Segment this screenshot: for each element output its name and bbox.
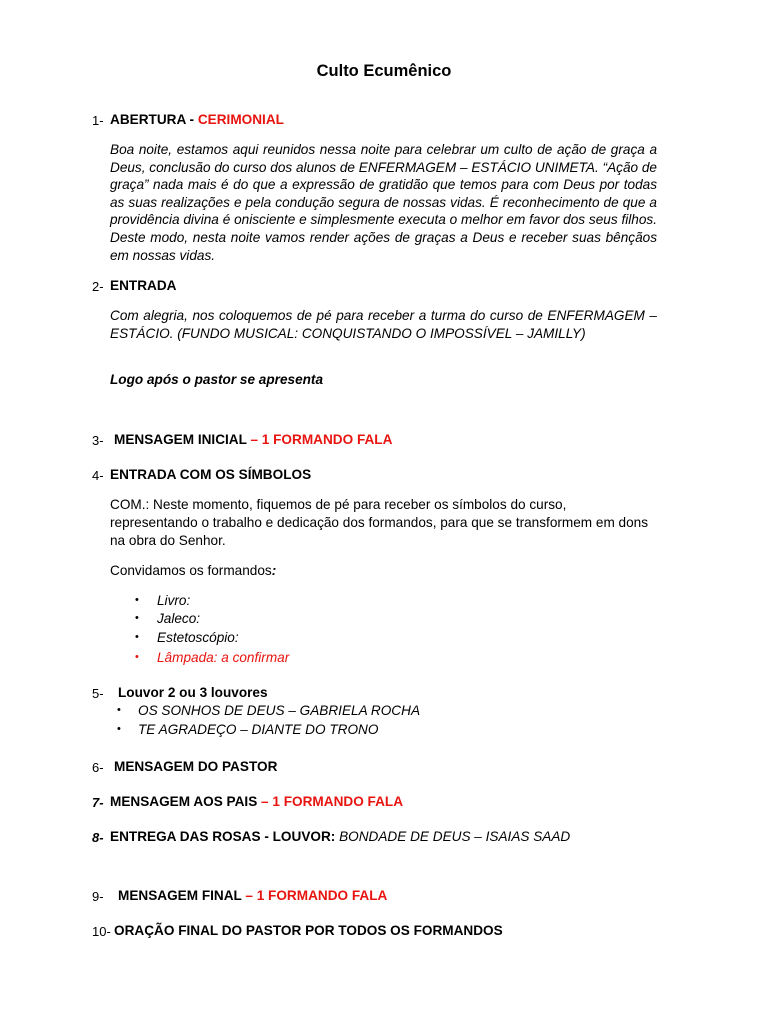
page-title: Culto Ecumênico — [316, 62, 452, 80]
invite-colon: : — [271, 563, 277, 578]
section-heading — [114, 432, 392, 447]
section-number: 4- — [92, 468, 104, 483]
list-item: Livro: — [157, 593, 191, 608]
heading-text: ENTREGA DAS ROSAS - LOUVOR: — [110, 829, 336, 844]
section-heading: Louvor 2 ou 3 louvores — [118, 685, 268, 700]
section-heading: MENSAGEM DO PASTOR — [114, 759, 278, 774]
list-item: Jaleco: — [157, 611, 201, 626]
list-item: Lâmpada: a confirmar — [157, 650, 290, 665]
heading-text: ABERTURA - — [110, 112, 198, 127]
section-number: 1- — [92, 113, 104, 128]
section-number: 3- — [92, 433, 104, 448]
section-heading — [110, 829, 570, 844]
bullet-icon: • — [135, 651, 139, 663]
symbols-paragraph: COM.: Neste momento, fiquemos de pé para receber os símbolos do curso, representando o trabalho e dedicação dos formandos, para que se transformem em dons na obra do Senhor. — [110, 497, 649, 548]
bullet-icon: • — [135, 594, 139, 606]
section-number: 7- — [92, 795, 104, 810]
pastor-note: Logo após o pastor se apresenta — [110, 372, 324, 387]
heading-text: MENSAGEM FINAL — [118, 888, 242, 903]
section-number: 5- — [92, 686, 104, 701]
heading-text: MENSAGEM INICIAL — [114, 432, 247, 447]
section-heading: ORAÇÃO FINAL DO PASTOR POR TODOS OS FORMANDOS — [114, 923, 503, 938]
song-title: BONDADE DE DEUS – ISAIAS SAAD — [335, 829, 571, 844]
heading-text: MENSAGEM AOS PAIS — [110, 794, 258, 809]
heading-highlight: – 1 FORMANDO FALA — [246, 432, 393, 447]
bullet-icon: • — [117, 704, 121, 716]
bullet-icon: • — [135, 612, 139, 624]
entrance-paragraph: Com alegria, nos coloquemos de pé para receber a turma do curso de ENFERMAGEM – ESTÁCIO. (FUNDO MUSICAL: CONQUISTANDO O IMPOSSÍVEL – JAMILLY) — [110, 308, 657, 341]
list-item: Estetoscópio: — [157, 630, 239, 645]
list-item: OS SONHOS DE DEUS – GABRIELA ROCHA — [138, 703, 421, 718]
section-heading — [118, 888, 387, 903]
section-heading: ENTRADA — [110, 278, 177, 293]
section-number: 2- — [92, 279, 104, 294]
heading-highlight: CERIMONIAL — [197, 112, 284, 127]
section-number: 10- — [92, 924, 111, 939]
bullet-icon: • — [135, 631, 139, 643]
invite-text: Convidamos os formandos — [110, 563, 272, 578]
invite-line — [110, 563, 276, 578]
heading-highlight: – 1 FORMANDO FALA — [257, 794, 404, 809]
list-item: TE AGRADEÇO – DIANTE DO TRONO — [138, 722, 379, 737]
bullet-icon: • — [117, 723, 121, 735]
section-number: 6- — [92, 760, 104, 775]
heading-highlight: – 1 FORMANDO FALA — [241, 888, 388, 903]
section-number: 9- — [92, 889, 104, 904]
section-heading — [110, 794, 403, 809]
section-heading: ENTRADA COM OS SÍMBOLOS — [110, 467, 312, 482]
section-number: 8- — [92, 830, 104, 845]
opening-paragraph: Boa noite, estamos aqui reunidos nessa noite para celebrar um culto de ação de graça a Deus, conclusão do curso dos alunos de ENFERMAGEM – ESTÁCIO UNIMETA. “Ação de graça” nada mais é do que a expressão de gratidão que temos para com Deus por todas as suas realizações e pela condução segura de nossas vidas. É reconhecimento de que a providência divina é onisciente e simplesmente executa o melhor em favor dos seus filhos. Deste modo, nesta noite vamos render ações de graças a Deus e receber suas bênçãos em nossas vidas. — [110, 142, 657, 263]
section-heading — [110, 112, 284, 127]
